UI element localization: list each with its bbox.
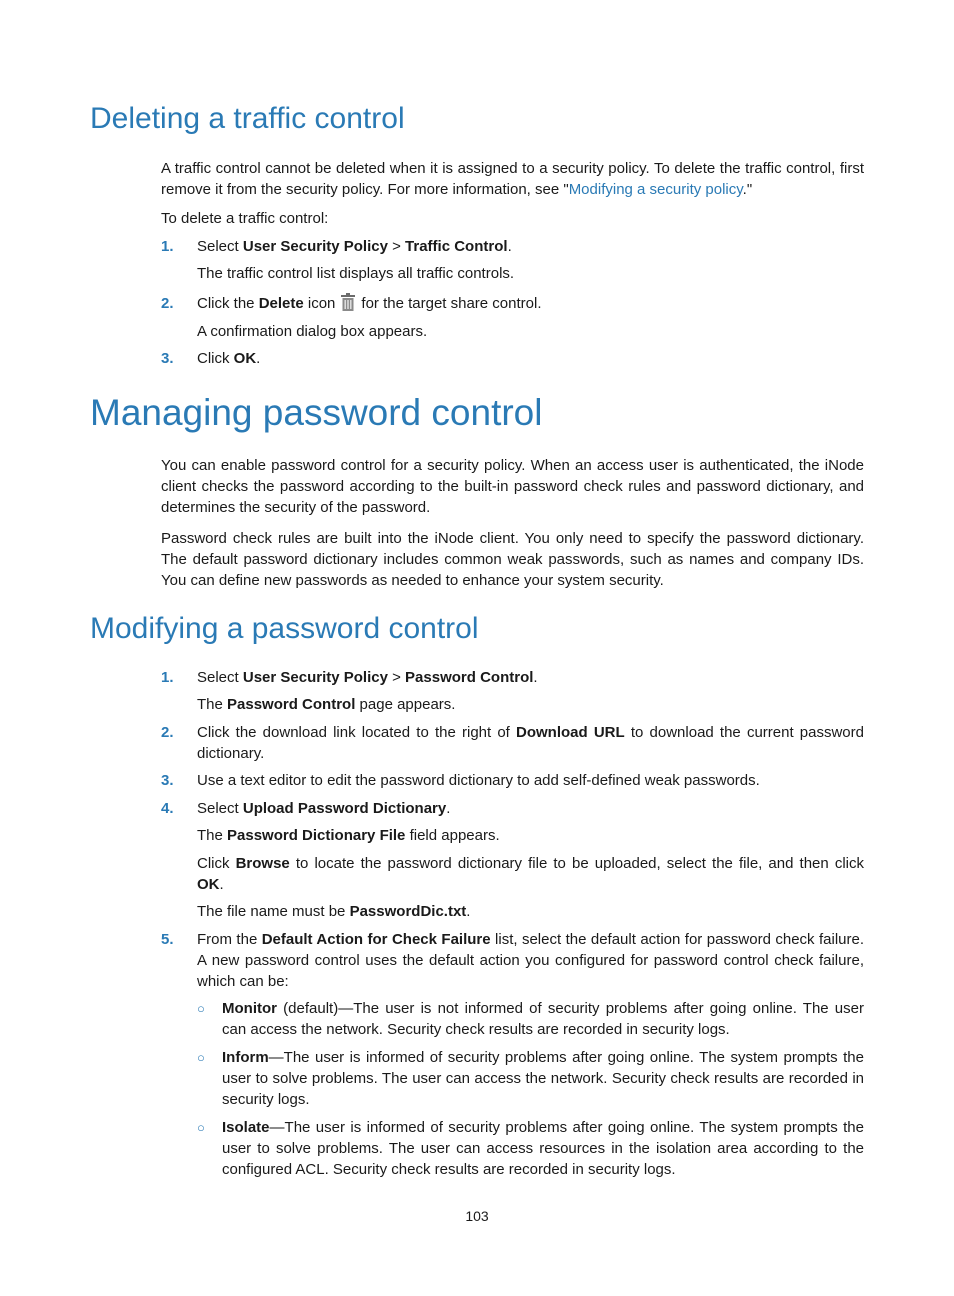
paragraph-intro [161,158,864,200]
step-text: Select Upload Password Dictionary. [197,800,451,817]
trash-icon [341,293,355,317]
list-item: Monitor (default)—The user is not informed of security problems after going online. The user can access the network. Security check results are recorded in security logs. [222,1000,864,1038]
step-text: Click OK. [197,350,261,367]
step-text: Select User Security Policy > Password Control. [197,669,538,686]
step-number: 2. [161,295,174,312]
link-modifying-security-policy[interactable]: Modifying a security policy [568,181,743,198]
paragraph: Password check rules are built into the iNode client. You only need to specify the password dictionary. The default password dictionary includes common weak passwords, such as names and company IDs. You can define new passwords as needed to enhance your system security. [161,530,864,589]
step-number: 3. [161,772,174,789]
page-number: 103 [465,1208,489,1224]
step-text: Select User Security Policy > Traffic Control. [197,238,512,255]
bullet-icon: ○ [197,1120,205,1135]
step-number: 1. [161,238,174,255]
step-number: 3. [161,350,174,367]
step-number: 5. [161,931,174,948]
step-result: Click Browse to locate the password dictionary file to be uploaded, select the file, and then click OK. [197,855,864,893]
step-result: The traffic control list displays all traffic controls. [197,265,515,282]
step-text: Click the Delete icon for the target share control. [197,293,542,317]
bullet-icon: ○ [197,1001,205,1016]
intro-text-end: ." [742,181,753,198]
step-result: The file name must be PasswordDic.txt. [197,903,471,920]
paragraph: You can enable password control for a security policy. When an access user is authenticated, the iNode client checks the password according to the built-in password check rules and password dictionary, and determines the security of the password. [161,457,864,516]
step-number: 2. [161,724,174,741]
step-text: Use a text editor to edit the password dictionary to add self-defined weak passwords. [197,772,760,789]
intro-text: A traffic control cannot be deleted when it is assigned to a security policy. To delete the traffic control, first remove it from the security policy. For more information, see " [161,160,864,198]
section-title-deleting-traffic-control: Deleting a traffic control [90,102,405,135]
chapter-title-managing-password-control: Managing password control [90,392,543,433]
list-item: Isolate—The user is informed of security problems after going online. The system prompts the user to solve problems. The user can access resources in the isolation area according to the configured ACL. Security check results are recorded in security logs. [222,1119,864,1178]
step-result: A confirmation dialog box appears. [197,323,428,340]
step-result: The Password Control page appears. [197,696,456,713]
step-text: From the Default Action for Check Failure list, select the default action for password check failure. A new password control uses the default action you configured for password control check failure, which can be: [197,931,864,990]
bullet-icon: ○ [197,1050,205,1065]
step-text: Click the download link located to the right of Download URL to download the current password dictionary. [197,724,864,762]
step-number: 4. [161,800,174,817]
section-title-modifying-password-control: Modifying a password control [90,612,479,645]
list-item: Inform—The user is informed of security problems after going online. The system prompts the user to solve problems. The user can access the network. Security check results are recorded in security logs. [222,1049,864,1108]
step-result: The Password Dictionary File field appears. [197,827,500,844]
step-number: 1. [161,669,174,686]
procedure-lead: To delete a traffic control: [161,210,329,227]
